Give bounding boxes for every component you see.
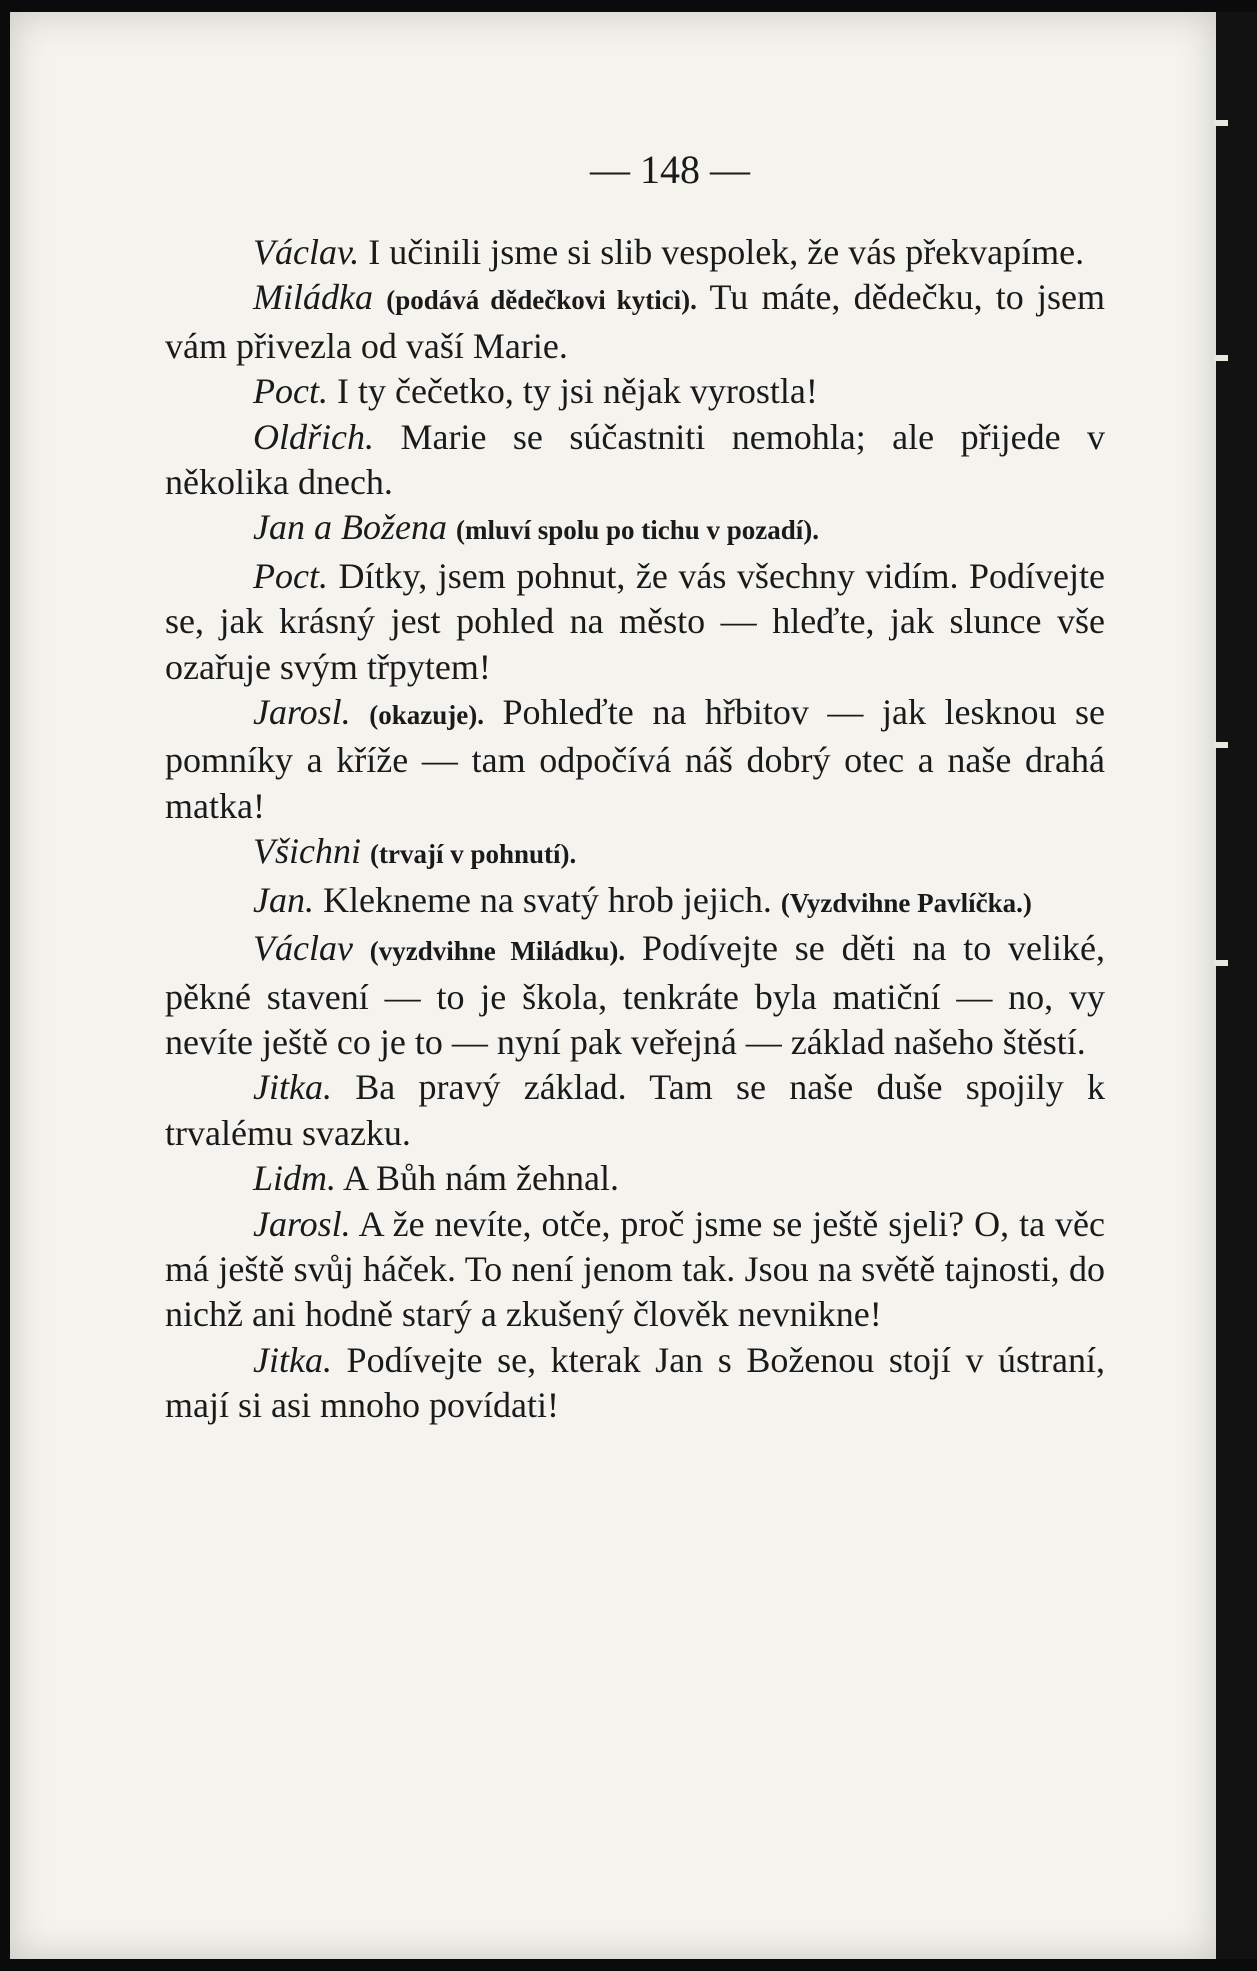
- speaker-name: Poct.: [253, 555, 328, 596]
- speaker-name: Jarosl.: [253, 1203, 351, 1244]
- dialogue-text: Podívejte se děti na to veliké, pěkné stavení — to je škola, tenkráte byla matiční — no, vy nevíte ještě co je to — nyní pak veřejná — základ našeho štěstí.: [165, 928, 1105, 1062]
- dialogue-line: [165, 1065, 1105, 1156]
- dialogue-line: [165, 926, 1105, 1065]
- speaker-name: Oldřich.: [253, 416, 374, 457]
- dialogue-text: Dítky, jsem pohnut, že vás všechny vidím. Podívejte se, jak krásný jest pohled na město — hleďte, jak slunce vše ozařuje svým třpytem!: [165, 555, 1106, 687]
- speaker-name: Václav.: [253, 232, 360, 272]
- dialogue-line: [165, 878, 1105, 926]
- speaker-name: Poct.: [253, 371, 328, 412]
- dialogue-line: [165, 690, 1105, 829]
- dialogue-line: [165, 230, 1105, 275]
- speaker-name: Lidm.: [253, 1158, 337, 1199]
- dialogue-text: Podívejte se, kterak Jan s Boženou stojí v ústraní, mají si asi mnoho povídati!: [165, 1339, 1105, 1426]
- dialogue-line: [165, 554, 1105, 690]
- dialogue-text: A Bůh nám žehnal.: [343, 1158, 619, 1199]
- dialogue-line: [165, 829, 1105, 877]
- dialogue-line: [165, 505, 1105, 553]
- dialogue-line: [165, 1202, 1105, 1338]
- speaker-name: Jan.: [253, 879, 314, 920]
- dialogue-line: [165, 1156, 1105, 1201]
- speaker-name: Jan a Božena: [253, 507, 447, 548]
- dialogue-line: [165, 275, 1105, 369]
- stage-direction: (Vyzdvihne Pavlíčka.): [780, 887, 1032, 918]
- speaker-name: Jitka.: [253, 1067, 332, 1108]
- page-edge-marks: [1214, 0, 1257, 1971]
- stage-direction: (podává dědečkovi kytici).: [386, 285, 697, 316]
- stage-direction: (trvají v pohnutí).: [369, 839, 577, 870]
- speaker-name: Všichni: [253, 831, 361, 872]
- dialogue-line: [165, 415, 1105, 506]
- dialogue-text: A že nevíte, otče, proč jsme se ještě sjeli? O, ta věc má ještě svůj háček. To není jenom tak. Jsou na světě tajnosti, do nichž ani hodně starý a zkušený člověk nevnikne!: [165, 1203, 1105, 1335]
- stage-direction: (okazuje).: [369, 700, 484, 731]
- stage-direction: (vyzdvihne Miládku).: [369, 936, 626, 967]
- speaker-name: Jarosl.: [253, 692, 351, 733]
- page-text: [165, 142, 1105, 1429]
- dialogue-text: Pohleďte na hřbitov — jak lesknou se pomníky a kříže — tam odpočívá náš dobrý otec a naše drahá matka!: [165, 692, 1106, 826]
- dialogue-text: I učinili jsme si slib vespolek, že vás překvapíme.: [368, 232, 1085, 272]
- dialogue-text: Tu máte, dědečku, to jsem vám přivezla od vaší Marie.: [165, 277, 1105, 366]
- speaker-name: Jitka.: [253, 1339, 332, 1380]
- dialogue-text: Klekneme na svatý hrob jejich.: [322, 879, 772, 920]
- dialogue-text: Marie se súčastniti nemohla; ale přijede v několika dnech.: [165, 416, 1106, 503]
- dialogue-text: Ba pravý základ. Tam se naše duše spojily k trvalému svazku.: [165, 1067, 1105, 1153]
- speaker-name: Václav: [253, 928, 353, 969]
- dialogue-text: I ty čečetko, ty jsi nějak vyrostla!: [336, 371, 818, 412]
- stage-direction: (mluví spolu po tichu v pozadí).: [455, 515, 820, 546]
- speaker-name: Miládka: [253, 277, 373, 318]
- dialogue-line: [165, 1338, 1105, 1429]
- dialogue-line: [165, 369, 1105, 414]
- page-number: — 148 —: [590, 147, 750, 192]
